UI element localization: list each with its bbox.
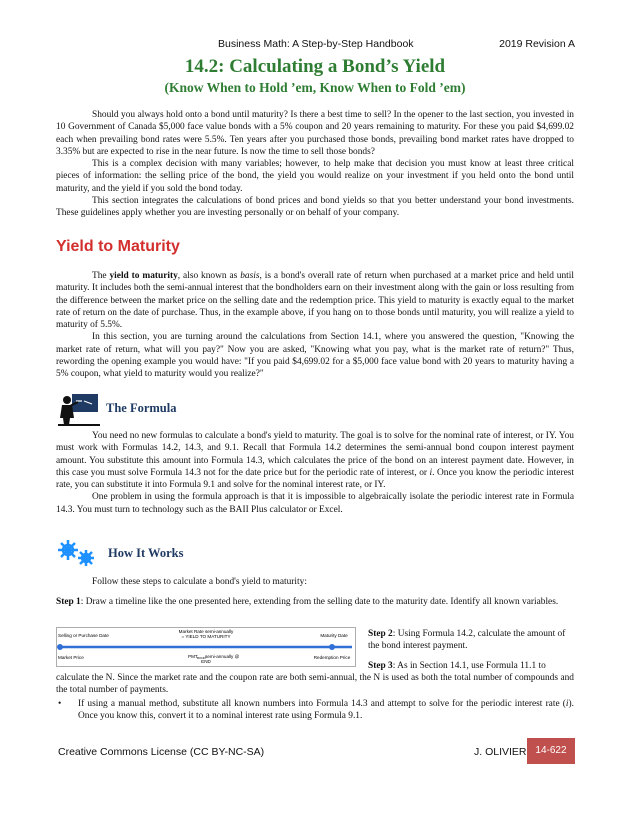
bullet-text bbox=[78, 698, 574, 723]
step-3-body-start: : As in Section 14.1, use Formula 11.1 to bbox=[392, 661, 546, 671]
teacher-at-chalkboard-icon bbox=[58, 392, 100, 426]
page-title: 14.2: Calculating a Bond’s Yield bbox=[184, 56, 446, 77]
step-2-body: : Using Formula 14.2, calculate the amount of the bond interest payment. bbox=[368, 629, 566, 652]
intro-section bbox=[56, 109, 574, 220]
bond-yield-timeline bbox=[56, 627, 356, 667]
subheading-how-it-works: How It Works bbox=[108, 546, 184, 560]
ytm-section bbox=[56, 270, 574, 381]
formula-paragraph-1 bbox=[56, 430, 574, 491]
step-2 bbox=[368, 628, 576, 653]
intro-paragraph-1: Should you always hold onto a bond until maturity? Is there a best time to sell? In the opener to the last section, you invested in 10 Government of Canada $5,000 face value bonds with a 5% coupon and 20 years remaining to maturity. For these you paid $4,699.02 each when prevailing bond rates were 5.5%. Ten years after you purchased those bonds, prevailing bond market rates have dropped to 3.35% but are expected to rise in the near future. Is now the time to sell those bonds? bbox=[56, 110, 574, 157]
ytm-text: The bbox=[92, 271, 110, 281]
how-it-works-intro bbox=[56, 576, 574, 588]
ytm-term: yield to maturity bbox=[109, 271, 178, 281]
formula-text: You need no new formulas to calculate a bond's yield to maturity. The goal is to solve for the nominal rate of interest, or IY. You must work with Formulas 14.2, 14.3, and 9.1. Recall that Formula 14.2 determines the semi-annual bond coupon interest payment amount. You substitute this amount into Formula 14.3, which calculates the price of the bond on an interest payment date. However, in this case you must solve Formula 14.3 not for the date price but for the periodic rate of interest, or bbox=[56, 431, 574, 478]
timeline-left-top-label: Selling or Purchase Date bbox=[58, 633, 109, 638]
formula-paragraph-2: One problem in using the formula approach is that it is impossible to algebraically isolate the periodic interest rate in Formula 14.3. You must turn to technology such as the BAII Plus calculator or Excel. bbox=[56, 492, 574, 515]
basis-term: basis bbox=[240, 271, 260, 281]
timeline-pmt-frequency: semi-annually @ bbox=[205, 654, 240, 659]
step-1-text bbox=[56, 596, 574, 608]
bullet-marker: • bbox=[58, 699, 62, 709]
formula-section bbox=[56, 430, 574, 516]
step-1-label: Step 1 bbox=[56, 597, 81, 607]
revision-label: 2019 Revision A bbox=[499, 38, 575, 50]
formula-text: . Once you know the periodic interest rate, you can substitute it into Formula 9.1 and solve for the nominal interest rate, or IY. bbox=[56, 467, 574, 491]
timeline-pmt-subscript: BOND bbox=[197, 656, 206, 660]
license-label: Creative Commons License (CC BY-NC-SA) bbox=[58, 746, 265, 758]
step-3-body-rest: calculate the N. Since the market rate and the coupon rate are both semi-annual, the N is used as both the total number of compounds and the total number of payments. bbox=[56, 673, 574, 696]
timeline-start-marker bbox=[57, 644, 63, 650]
step-3-continued bbox=[56, 672, 574, 697]
step-3 bbox=[368, 660, 576, 672]
bullet-manual-method bbox=[56, 698, 574, 723]
ytm-text: , also known as bbox=[177, 271, 241, 281]
timeline-left-bottom-label: Market Price bbox=[58, 655, 84, 660]
timeline-center-top-label-1: Market Rate semi-annually bbox=[178, 629, 234, 634]
ytm-paragraph-2: In this section, you are turning around the calculations from Section 14.1, where you answered the question, "Knowing the market rate of return, what will you pay?" Now you are asked, "Knowing what you pay, what is the market rate of return?" Thus, rewording the opening example you would have: "If you paid $4,699.02 for a $5,000 face value bond with 20 years to maturity having a 5% coupon, what yield to maturity would you realize?" bbox=[56, 332, 574, 380]
timeline-right-bottom-label: Redemption Price bbox=[313, 655, 351, 660]
formula-i: i bbox=[429, 467, 433, 478]
page-header bbox=[0, 38, 630, 54]
step-1-body: : Draw a timeline like the one presented here, extending from the selling date to the maturity date. Identify all known variables. bbox=[80, 597, 559, 607]
book-title: Business Math: A Step-by-Step Handbook bbox=[218, 38, 414, 50]
gears-icon bbox=[56, 538, 98, 570]
timeline-pmt-end: END bbox=[201, 659, 211, 664]
author-label: J. OLIVIER bbox=[474, 746, 527, 758]
step-3-label: Step 3 bbox=[368, 661, 393, 671]
ytm-text: , is a bond's overall rate of return when purchased at a market price and held until maturity. It includes both the semi-annual interest that the bondholders earn on their investment along with the gain or loss resulting from the difference between the market price on the selling date and the redemption price. This yield to maturity is exactly equal to the market rate of return on the date of purchase. Thus, in the example above, if you hang on to those bonds until maturity, you will realize a yield to maturity of 5.5%. bbox=[56, 271, 574, 331]
page-number-badge: 14-622 bbox=[527, 738, 575, 764]
section-heading-yield-to-maturity: Yield to Maturity bbox=[56, 238, 180, 255]
page-subtitle: (Know When to Hold ’em, Know When to Fold ’em) bbox=[164, 80, 466, 95]
bullet-i: i bbox=[565, 699, 569, 709]
timeline-pmt-label: PMT bbox=[188, 654, 198, 659]
bullet-text-b: ). Once you know this, convert it to a nominal interest rate using Formula 9.1. bbox=[78, 699, 574, 722]
intro-paragraph-3: This section integrates the calculations of bond prices and bond yields so that you better understand your bond investments. These guidelines apply whether you are investing personally or on behalf of your company. bbox=[56, 196, 574, 219]
subheading-the-formula: The Formula bbox=[106, 401, 177, 415]
timeline-end-marker bbox=[329, 644, 335, 650]
bullet-text-a: If using a manual method, substitute all known numbers into Formula 14.3 and attempt to solve for the periodic interest rate ( bbox=[78, 699, 566, 709]
how-it-works-intro-text: Follow these steps to calculate a bond's yield to maturity: bbox=[92, 577, 307, 587]
step-2-label: Step 2 bbox=[368, 629, 393, 639]
timeline-center-top-label-2: = YIELD TO MATURITY bbox=[181, 634, 231, 639]
timeline-right-top-label: Maturity Date bbox=[320, 633, 348, 638]
step-1 bbox=[56, 596, 574, 608]
page-footer bbox=[0, 738, 630, 764]
intro-paragraph-2: This is a complex decision with many variables; however, to help make that decision you must know at least three critical pieces of information: the selling price of the bond, the yield you would realize on your investment if you held onto the bond until maturity, and the yield if you sold the bond today. bbox=[56, 159, 574, 194]
ytm-paragraph-1 bbox=[56, 270, 574, 331]
